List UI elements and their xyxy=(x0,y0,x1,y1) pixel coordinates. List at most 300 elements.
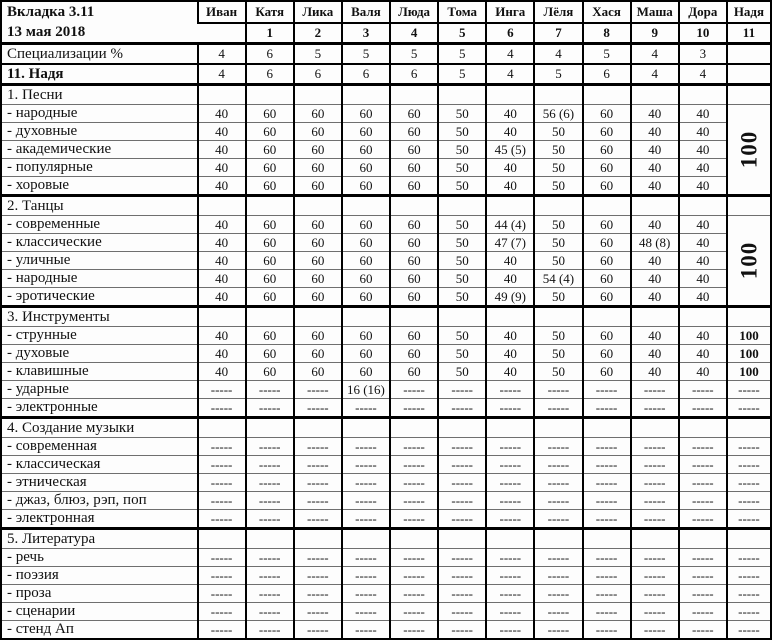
cell-value: 40 xyxy=(679,288,727,307)
person-value-3: 6 xyxy=(342,64,390,85)
person-value-0: 4 xyxy=(198,64,246,85)
cell-value: ----- xyxy=(294,603,342,621)
row-label: - джаз, блюз, рэп, поп xyxy=(1,492,198,510)
cell-value: 60 xyxy=(342,105,390,123)
cell-value: 50 xyxy=(534,141,582,159)
cell-value: 60 xyxy=(342,363,390,381)
empty-cell xyxy=(342,196,390,216)
empty-cell xyxy=(631,418,679,438)
cell-value: ----- xyxy=(727,567,771,585)
empty-cell xyxy=(246,307,294,327)
empty-cell xyxy=(438,85,486,105)
cell-value: ----- xyxy=(342,510,390,529)
empty-cell xyxy=(198,529,246,549)
cell-value: ----- xyxy=(390,567,438,585)
cell-value: 60 xyxy=(342,177,390,196)
cell-value: ----- xyxy=(583,585,631,603)
cell-value: 56 (6) xyxy=(534,105,582,123)
cell-value: 50 xyxy=(438,141,486,159)
cell-value: 60 xyxy=(294,234,342,252)
table-row xyxy=(1,123,771,141)
cell-value: ----- xyxy=(679,456,727,474)
cell-value: ----- xyxy=(727,585,771,603)
cell-value: ----- xyxy=(727,474,771,492)
cell-value: 60 xyxy=(246,270,294,288)
cell-value: ----- xyxy=(631,603,679,621)
cell-value: ----- xyxy=(246,567,294,585)
cell-value: ----- xyxy=(583,381,631,399)
cell-value: 60 xyxy=(390,123,438,141)
cell-value: 40 xyxy=(679,105,727,123)
empty-cell xyxy=(342,307,390,327)
cell-value: 60 xyxy=(246,216,294,234)
cell-value: 40 xyxy=(198,159,246,177)
cell-value: ----- xyxy=(631,549,679,567)
empty-cell xyxy=(342,418,390,438)
cell-value: 50 xyxy=(438,159,486,177)
table-row xyxy=(1,270,771,288)
cell-value: 60 xyxy=(246,234,294,252)
cell-value: ----- xyxy=(631,399,679,418)
col-header-валя: Валя xyxy=(342,1,390,23)
cell-value: ----- xyxy=(198,603,246,621)
cell-value: 50 xyxy=(534,216,582,234)
spec-value-10: 3 xyxy=(679,44,727,65)
cell-value: 60 xyxy=(390,270,438,288)
cell-value: ----- xyxy=(246,399,294,418)
person-value-8: 6 xyxy=(583,64,631,85)
cell-value: ----- xyxy=(438,549,486,567)
specialization-label: Специализации % xyxy=(1,44,198,65)
empty-cell xyxy=(198,418,246,438)
spec-value-11 xyxy=(727,44,771,65)
cell-value: 40 xyxy=(631,177,679,196)
cell-value: ----- xyxy=(390,456,438,474)
cell-value: 40 xyxy=(486,270,534,288)
cell-value: 40 xyxy=(486,327,534,345)
spec-value-1: 6 xyxy=(246,44,294,65)
cell-value: 40 xyxy=(486,363,534,381)
col-header-дора: Дора xyxy=(679,1,727,23)
table-row xyxy=(1,345,771,363)
cell-value: ----- xyxy=(294,438,342,456)
cell-value: 40 xyxy=(198,327,246,345)
col-number-8: 8 xyxy=(583,23,631,44)
cell-value: ----- xyxy=(246,585,294,603)
cell-value: 40 xyxy=(198,123,246,141)
spec-value-5: 5 xyxy=(438,44,486,65)
cell-value: 60 xyxy=(583,234,631,252)
col-header-хася: Хася xyxy=(583,1,631,23)
table-row xyxy=(1,510,771,529)
cell-value: 60 xyxy=(294,141,342,159)
specialization-row xyxy=(1,44,771,65)
cell-value: 40 xyxy=(198,234,246,252)
table-row xyxy=(1,399,771,418)
cell-value: ----- xyxy=(342,585,390,603)
empty-cell xyxy=(246,196,294,216)
cell-value: 60 xyxy=(342,234,390,252)
cell-value: ----- xyxy=(486,399,534,418)
cell-value: ----- xyxy=(727,399,771,418)
empty-cell xyxy=(342,85,390,105)
cell-value: 60 xyxy=(246,327,294,345)
section-title: 2. Танцы xyxy=(1,196,198,216)
cell-value: ----- xyxy=(486,603,534,621)
empty-cell xyxy=(294,529,342,549)
table-title-line2: 13 мая 2018 xyxy=(7,24,86,40)
cell-value: ----- xyxy=(679,474,727,492)
cell-value: ----- xyxy=(198,438,246,456)
col-header-маша: Маша xyxy=(631,1,679,23)
cell-value: ----- xyxy=(727,621,771,640)
rotated-total-value: 100 xyxy=(736,241,762,279)
cell-value: 60 xyxy=(294,177,342,196)
cell-value: ----- xyxy=(198,510,246,529)
cell-value: 60 xyxy=(583,123,631,141)
row-label: - эротические xyxy=(1,288,198,307)
table-row xyxy=(1,288,771,307)
merged-total-cell xyxy=(727,216,771,307)
cell-value: 60 xyxy=(246,288,294,307)
cell-value: ----- xyxy=(246,438,294,456)
cell-value: ----- xyxy=(534,399,582,418)
empty-cell xyxy=(246,85,294,105)
empty-cell xyxy=(198,307,246,327)
row-label: - духовые xyxy=(1,345,198,363)
person-value-2: 6 xyxy=(294,64,342,85)
row-label: - поэзия xyxy=(1,567,198,585)
cell-value: ----- xyxy=(534,381,582,399)
cell-value: ----- xyxy=(390,399,438,418)
cell-value: ----- xyxy=(246,510,294,529)
cell-value: ----- xyxy=(198,399,246,418)
empty-cell xyxy=(631,196,679,216)
cell-value: 40 xyxy=(486,159,534,177)
cell-value: 60 xyxy=(246,363,294,381)
cell-value: ----- xyxy=(679,510,727,529)
table-row xyxy=(1,141,771,159)
cell-value: 40 xyxy=(679,177,727,196)
cell-value: ----- xyxy=(342,438,390,456)
cell-value: 40 xyxy=(198,363,246,381)
cell-value: ----- xyxy=(198,474,246,492)
cell-value: ----- xyxy=(198,585,246,603)
col-number-1: 1 xyxy=(246,23,294,44)
cell-value: ----- xyxy=(727,603,771,621)
cell-value: 60 xyxy=(390,141,438,159)
cell-value: ----- xyxy=(198,492,246,510)
row-label: - академические xyxy=(1,141,198,159)
merged-total-cell xyxy=(727,105,771,196)
empty-cell xyxy=(486,529,534,549)
cell-value: ----- xyxy=(390,510,438,529)
cell-value: ----- xyxy=(198,381,246,399)
cell-value: ----- xyxy=(294,456,342,474)
cell-value: ----- xyxy=(246,603,294,621)
cell-value: 40 xyxy=(198,345,246,363)
row-label: - стенд Ап xyxy=(1,621,198,640)
cell-value: 40 xyxy=(631,327,679,345)
cell-value: 50 xyxy=(438,270,486,288)
spec-value-0: 4 xyxy=(198,44,246,65)
cell-value: ----- xyxy=(390,474,438,492)
table-row xyxy=(1,603,771,621)
cell-value: 60 xyxy=(342,270,390,288)
table-row xyxy=(1,621,771,640)
cell-value: ----- xyxy=(583,510,631,529)
cell-value: ----- xyxy=(534,585,582,603)
person-value-9: 4 xyxy=(631,64,679,85)
cell-value: ----- xyxy=(486,456,534,474)
table-row xyxy=(1,159,771,177)
person-value-7: 5 xyxy=(534,64,582,85)
section-header-row xyxy=(1,196,771,216)
cell-value: ----- xyxy=(631,381,679,399)
cell-value: ----- xyxy=(438,567,486,585)
cell-value: ----- xyxy=(438,438,486,456)
cell-value: ----- xyxy=(534,603,582,621)
person-value-10: 4 xyxy=(679,64,727,85)
table-row xyxy=(1,216,771,234)
cell-value: 60 xyxy=(583,345,631,363)
cell-value: ----- xyxy=(631,510,679,529)
row-label: - ударные xyxy=(1,381,198,399)
cell-value: 60 xyxy=(583,105,631,123)
cell-value: 60 xyxy=(246,177,294,196)
cell-value: ----- xyxy=(534,492,582,510)
cell-value: ----- xyxy=(486,567,534,585)
col-header-инга: Инга xyxy=(486,1,534,23)
cell-value: ----- xyxy=(486,510,534,529)
cell-value: 40 xyxy=(631,159,679,177)
empty-cell xyxy=(438,418,486,438)
cell-value: ----- xyxy=(390,549,438,567)
cell-value: 60 xyxy=(342,216,390,234)
cell-value: ----- xyxy=(390,438,438,456)
col-number-5: 5 xyxy=(438,23,486,44)
cell-value: 60 xyxy=(342,288,390,307)
person-value-1: 6 xyxy=(246,64,294,85)
cell-value: ----- xyxy=(342,549,390,567)
cell-value: ----- xyxy=(342,492,390,510)
cell-value: ----- xyxy=(679,585,727,603)
col-number-10: 10 xyxy=(679,23,727,44)
person-label: 11. Надя xyxy=(1,64,198,85)
cell-value: ----- xyxy=(294,549,342,567)
cell-value: ----- xyxy=(438,621,486,640)
cell-value: 60 xyxy=(583,141,631,159)
cell-value: ----- xyxy=(294,381,342,399)
table-row xyxy=(1,327,771,345)
empty-cell xyxy=(390,529,438,549)
cell-value: 50 xyxy=(438,234,486,252)
empty-cell xyxy=(583,418,631,438)
cell-value: ----- xyxy=(583,621,631,640)
cell-value: 50 xyxy=(438,252,486,270)
cell-value: ----- xyxy=(390,585,438,603)
empty-cell xyxy=(679,85,727,105)
cell-value: ----- xyxy=(342,456,390,474)
cell-value: 100 xyxy=(727,345,771,363)
table-row xyxy=(1,549,771,567)
cell-value: 40 xyxy=(679,345,727,363)
cell-value: ----- xyxy=(342,399,390,418)
cell-value: 40 xyxy=(486,123,534,141)
cell-value: 60 xyxy=(390,105,438,123)
cell-value: ----- xyxy=(438,381,486,399)
cell-value: ----- xyxy=(583,474,631,492)
empty-cell xyxy=(246,529,294,549)
table-body xyxy=(1,1,771,640)
row-label: - классические xyxy=(1,234,198,252)
empty-cell xyxy=(486,85,534,105)
cell-value: 40 xyxy=(631,141,679,159)
cell-value: ----- xyxy=(631,567,679,585)
empty-cell xyxy=(534,529,582,549)
cell-value: 40 xyxy=(679,327,727,345)
cell-value: 50 xyxy=(438,123,486,141)
cell-value: ----- xyxy=(727,456,771,474)
cell-value: ----- xyxy=(390,603,438,621)
cell-value: ----- xyxy=(438,603,486,621)
col-number-3: 3 xyxy=(342,23,390,44)
row-label: - уличные xyxy=(1,252,198,270)
cell-value: 50 xyxy=(438,363,486,381)
row-label: - речь xyxy=(1,549,198,567)
person-value-5: 5 xyxy=(438,64,486,85)
cell-value: ----- xyxy=(342,567,390,585)
cell-value: 60 xyxy=(342,345,390,363)
table-row xyxy=(1,492,771,510)
cell-value: 40 xyxy=(679,159,727,177)
cell-value: 60 xyxy=(294,345,342,363)
cell-value: ----- xyxy=(294,399,342,418)
cell-value: ----- xyxy=(342,621,390,640)
section-title: 3. Инструменты xyxy=(1,307,198,327)
cell-value: ----- xyxy=(534,510,582,529)
empty-cell xyxy=(342,529,390,549)
cell-value: 40 xyxy=(198,270,246,288)
cell-value: 60 xyxy=(390,159,438,177)
cell-value: ----- xyxy=(534,549,582,567)
cell-value: 40 xyxy=(631,252,679,270)
row-label: - сценарии xyxy=(1,603,198,621)
cell-value: ----- xyxy=(342,603,390,621)
col-number-6: 6 xyxy=(486,23,534,44)
empty-cell xyxy=(534,85,582,105)
row-label: - электронная xyxy=(1,510,198,529)
cell-value: ----- xyxy=(342,474,390,492)
empty-cell xyxy=(390,196,438,216)
cell-value: 60 xyxy=(294,327,342,345)
cell-value: ----- xyxy=(583,399,631,418)
cell-value: 60 xyxy=(583,288,631,307)
empty-cell xyxy=(294,307,342,327)
cell-value: ----- xyxy=(583,549,631,567)
cell-value: 60 xyxy=(390,216,438,234)
cell-value: ----- xyxy=(486,492,534,510)
cell-value: 40 xyxy=(631,270,679,288)
cell-value: ----- xyxy=(679,549,727,567)
cell-value: ----- xyxy=(631,456,679,474)
cell-value: ----- xyxy=(294,492,342,510)
cell-value: 60 xyxy=(583,159,631,177)
empty-cell xyxy=(727,529,771,549)
cell-value: 60 xyxy=(390,363,438,381)
cell-value: 60 xyxy=(342,252,390,270)
empty-cell xyxy=(679,196,727,216)
cell-value: ----- xyxy=(727,492,771,510)
empty-cell xyxy=(486,418,534,438)
cell-value: 40 xyxy=(486,345,534,363)
cell-value: ----- xyxy=(486,474,534,492)
cell-value: ----- xyxy=(198,549,246,567)
section-title: 5. Литература xyxy=(1,529,198,549)
cell-value: 50 xyxy=(534,159,582,177)
cell-value: 40 xyxy=(679,216,727,234)
cell-value: ----- xyxy=(294,474,342,492)
cell-value: 40 xyxy=(631,345,679,363)
spec-value-9: 4 xyxy=(631,44,679,65)
table-row xyxy=(1,234,771,252)
cell-value: 60 xyxy=(583,363,631,381)
spec-value-6: 4 xyxy=(486,44,534,65)
spec-value-7: 4 xyxy=(534,44,582,65)
empty-cell xyxy=(583,529,631,549)
cell-value: 60 xyxy=(294,252,342,270)
cell-value: 60 xyxy=(390,252,438,270)
cell-value: ----- xyxy=(390,381,438,399)
cell-value: 40 xyxy=(198,216,246,234)
cell-value: 40 xyxy=(486,105,534,123)
cell-value: ----- xyxy=(727,510,771,529)
cell-value: ----- xyxy=(438,492,486,510)
cell-value: 40 xyxy=(198,141,246,159)
cell-value: 60 xyxy=(390,327,438,345)
cell-value: ----- xyxy=(246,549,294,567)
cell-value: 50 xyxy=(534,288,582,307)
cell-value: ----- xyxy=(486,585,534,603)
table-row xyxy=(1,567,771,585)
row-label: - проза xyxy=(1,585,198,603)
spec-value-8: 5 xyxy=(583,44,631,65)
cell-value: 60 xyxy=(390,288,438,307)
table-row xyxy=(1,585,771,603)
cell-value: ----- xyxy=(534,438,582,456)
cell-value: 60 xyxy=(583,327,631,345)
table-row xyxy=(1,105,771,123)
cell-value: 60 xyxy=(342,327,390,345)
table-row xyxy=(1,363,771,381)
cell-value: 50 xyxy=(438,345,486,363)
cell-value: ----- xyxy=(390,492,438,510)
spec-value-3: 5 xyxy=(342,44,390,65)
table-row xyxy=(1,252,771,270)
row-label: - популярные xyxy=(1,159,198,177)
cell-value: 40 xyxy=(631,363,679,381)
cell-value: 60 xyxy=(342,141,390,159)
cell-value: 60 xyxy=(294,105,342,123)
cell-value: 40 xyxy=(679,363,727,381)
cell-value: 60 xyxy=(583,252,631,270)
header-names-row xyxy=(1,1,771,23)
empty-cell xyxy=(294,418,342,438)
cell-value: ----- xyxy=(294,567,342,585)
cell-value: ----- xyxy=(294,621,342,640)
cell-value: 60 xyxy=(583,177,631,196)
row-label: - электронные xyxy=(1,399,198,418)
